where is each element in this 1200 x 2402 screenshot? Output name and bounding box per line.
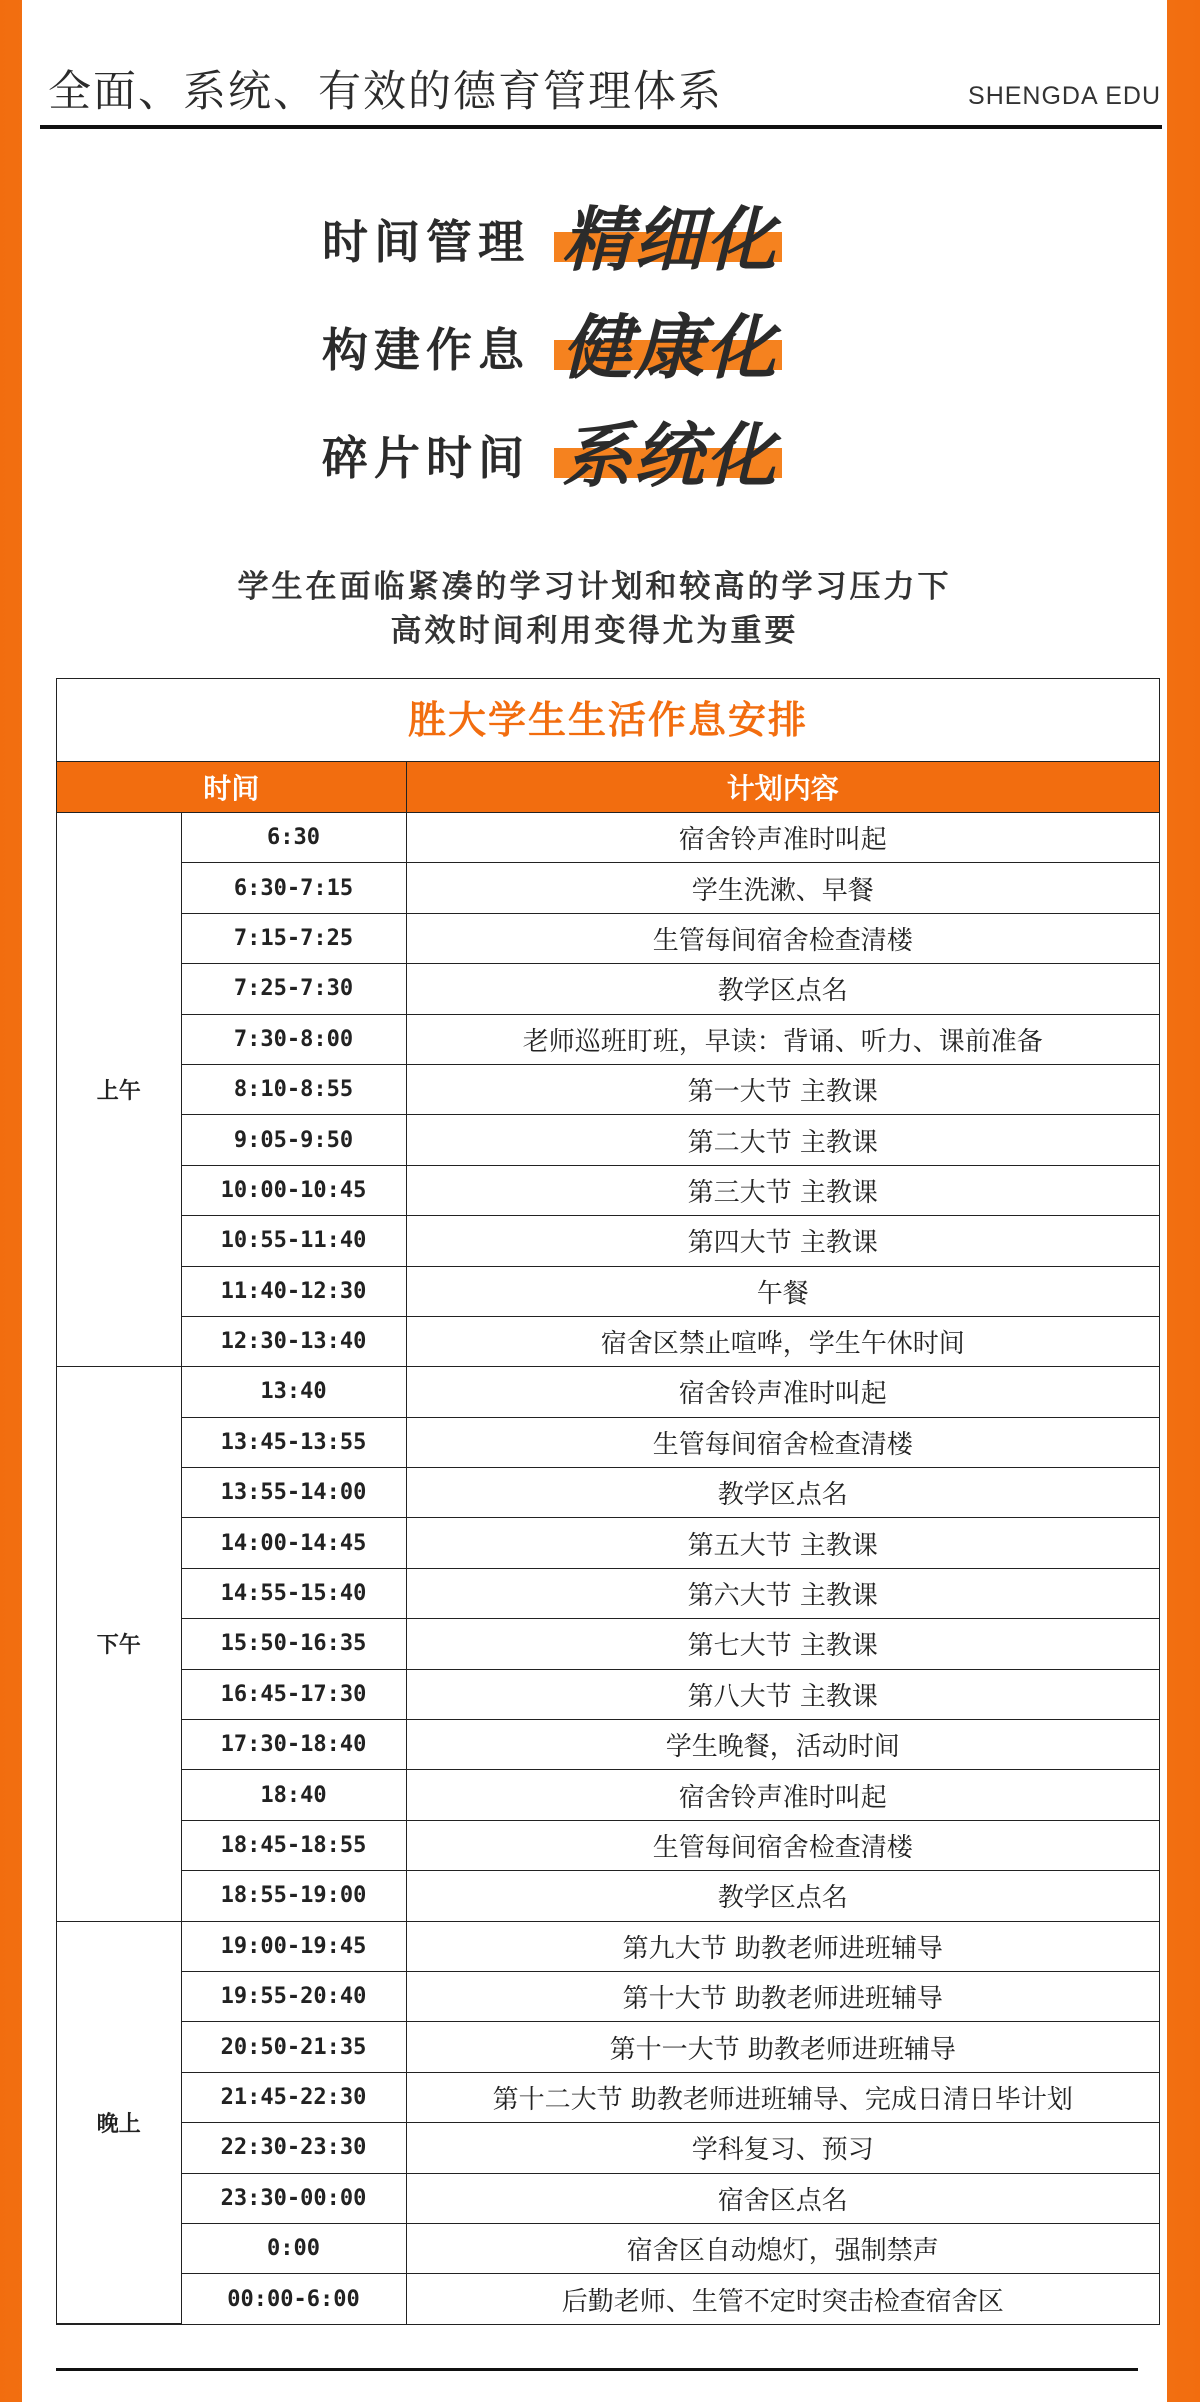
- table-header-row: [57, 762, 1159, 813]
- time-cell: 18:45-18:55: [181, 1820, 406, 1870]
- time-cell: 16:45-17:30: [181, 1669, 406, 1719]
- brand-label: SHENGDA EDU: [968, 82, 1161, 110]
- content-cell: 学生洗漱、早餐: [406, 863, 1159, 913]
- slogan-label: 构建作息: [322, 323, 530, 377]
- content-cell: 第三大节 主教课: [406, 1165, 1159, 1215]
- slogan-label: 碎片时间: [322, 431, 530, 485]
- table-row: [57, 1568, 1159, 1618]
- time-cell: 12:30-13:40: [181, 1316, 406, 1366]
- schedule-table: [56, 678, 1160, 2325]
- schedule-title: 胜大学生生活作息安排: [57, 679, 1159, 762]
- content-cell: 老师巡班盯班，早读：背诵、听力、课前准备: [406, 1014, 1159, 1064]
- time-cell: 7:25-7:30: [181, 964, 406, 1014]
- time-cell: 13:55-14:00: [181, 1468, 406, 1518]
- period-cell: 下午: [57, 1367, 181, 1921]
- time-cell: 7:30-8:00: [181, 1014, 406, 1064]
- table-row: [57, 1669, 1159, 1719]
- table-row: [57, 1417, 1159, 1467]
- table-row: [57, 2173, 1159, 2223]
- page-title: 全面、系统、有效的德育管理体系: [48, 67, 723, 117]
- time-cell: 18:55-19:00: [181, 1871, 406, 1921]
- slogan-label: 时间管理: [322, 215, 530, 269]
- table-row: [57, 1115, 1159, 1165]
- table-row: [57, 964, 1159, 1014]
- content-cell: 第七大节 主教课: [406, 1619, 1159, 1669]
- time-cell: 20:50-21:35: [181, 2022, 406, 2072]
- time-cell: 8:10-8:55: [181, 1064, 406, 1114]
- slogan-row: [322, 288, 882, 396]
- table-row: [57, 1266, 1159, 1316]
- subtitle-line-2: 高效时间利用变得尤为重要: [390, 613, 799, 649]
- time-cell: 14:00-14:45: [181, 1518, 406, 1568]
- slogan-row: [322, 396, 882, 504]
- time-cell: 17:30-18:40: [181, 1720, 406, 1770]
- content-cell: 生管每间宿舍检查清楼: [406, 913, 1159, 963]
- slogan-value: 系统化: [562, 415, 778, 497]
- table-row: [57, 1518, 1159, 1568]
- content-panel: [22, 0, 1167, 2402]
- time-cell: 22:30-23:30: [181, 2123, 406, 2173]
- column-header-content: 计划内容: [406, 762, 1159, 813]
- bottom-divider: [56, 2368, 1138, 2371]
- time-cell: 6:30: [181, 813, 406, 863]
- content-cell: 第二大节 主教课: [406, 1115, 1159, 1165]
- content-cell: 后勤老师、生管不定时突击检查宿舍区: [406, 2274, 1159, 2324]
- table-row: [57, 1820, 1159, 1870]
- table-row: [57, 2072, 1159, 2122]
- time-cell: 6:30-7:15: [181, 863, 406, 913]
- subtitle-line-1: 学生在面临紧凑的学习计划和较高的学习压力下: [237, 569, 952, 605]
- table-row: [57, 1165, 1159, 1215]
- slogan-list: [322, 180, 882, 504]
- time-cell: 11:40-12:30: [181, 1266, 406, 1316]
- content-cell: 第九大节 助教老师进班辅导: [406, 1921, 1159, 1971]
- table-row: [57, 1014, 1159, 1064]
- subtitle: [22, 565, 1167, 653]
- content-cell: 教学区点名: [406, 1468, 1159, 1518]
- content-cell: 教学区点名: [406, 964, 1159, 1014]
- time-cell: 14:55-15:40: [181, 1568, 406, 1618]
- slogan-row: [322, 180, 882, 288]
- content-cell: 第四大节 主教课: [406, 1216, 1159, 1266]
- content-cell: 宿舍区点名: [406, 2173, 1159, 2223]
- content-cell: 生管每间宿舍检查清楼: [406, 1417, 1159, 1467]
- content-cell: 第五大节 主教课: [406, 1518, 1159, 1568]
- table-row: [57, 2274, 1159, 2324]
- content-cell: 宿舍区禁止喧哗，学生午休时间: [406, 1316, 1159, 1366]
- time-cell: 00:00-6:00: [181, 2274, 406, 2324]
- table-row: [57, 1468, 1159, 1518]
- time-cell: 13:45-13:55: [181, 1417, 406, 1467]
- content-cell: 学生晚餐，活动时间: [406, 1720, 1159, 1770]
- content-cell: 第八大节 主教课: [406, 1669, 1159, 1719]
- time-cell: 9:05-9:50: [181, 1115, 406, 1165]
- time-cell: 10:00-10:45: [181, 1165, 406, 1215]
- content-cell: 第一大节 主教课: [406, 1064, 1159, 1114]
- content-cell: 宿舍区自动熄灯，强制禁声: [406, 2223, 1159, 2273]
- time-cell: 18:40: [181, 1770, 406, 1820]
- content-cell: 宿舍铃声准时叫起: [406, 1367, 1159, 1417]
- table-row: [57, 1064, 1159, 1114]
- slogan-value: 健康化: [562, 307, 778, 389]
- table-row: [57, 1871, 1159, 1921]
- table-row: [57, 813, 1159, 863]
- table-row: [57, 2123, 1159, 2173]
- table-row: [57, 2022, 1159, 2072]
- content-cell: 第十大节 助教老师进班辅导: [406, 1971, 1159, 2021]
- header-divider: [40, 125, 1162, 129]
- period-cell: 上午: [57, 813, 181, 1367]
- content-cell: 午餐: [406, 1266, 1159, 1316]
- table-row: [57, 1971, 1159, 2021]
- content-cell: 学科复习、预习: [406, 2123, 1159, 2173]
- content-cell: 宿舍铃声准时叫起: [406, 1770, 1159, 1820]
- time-cell: 13:40: [181, 1367, 406, 1417]
- table-row: [57, 1770, 1159, 1820]
- schedule-body: [57, 813, 1159, 2324]
- table-row: [57, 1720, 1159, 1770]
- content-cell: 第十一大节 助教老师进班辅导: [406, 2022, 1159, 2072]
- time-cell: 19:00-19:45: [181, 1921, 406, 1971]
- content-cell: 第十二大节 助教老师进班辅导、完成日清日毕计划: [406, 2072, 1159, 2122]
- content-cell: 生管每间宿舍检查清楼: [406, 1820, 1159, 1870]
- time-cell: 19:55-20:40: [181, 1971, 406, 2021]
- content-cell: 第六大节 主教课: [406, 1568, 1159, 1618]
- table-row: [57, 1921, 1159, 1971]
- time-cell: 15:50-16:35: [181, 1619, 406, 1669]
- content-cell: 宿舍铃声准时叫起: [406, 813, 1159, 863]
- table-row: [57, 1619, 1159, 1669]
- table-row: [57, 1316, 1159, 1366]
- column-header-time: 时间: [57, 762, 406, 813]
- time-cell: 23:30-00:00: [181, 2173, 406, 2223]
- slogan-value: 精细化: [562, 199, 778, 281]
- table-row: [57, 2223, 1159, 2273]
- time-cell: 10:55-11:40: [181, 1216, 406, 1266]
- table-row: [57, 1216, 1159, 1266]
- schedule-grid: [57, 762, 1159, 2324]
- content-cell: 教学区点名: [406, 1871, 1159, 1921]
- table-row: [57, 1367, 1159, 1417]
- table-row: [57, 863, 1159, 913]
- table-row: [57, 913, 1159, 963]
- time-cell: 0:00: [181, 2223, 406, 2273]
- time-cell: 7:15-7:25: [181, 913, 406, 963]
- period-cell: 晚上: [57, 1921, 181, 2324]
- time-cell: 21:45-22:30: [181, 2072, 406, 2122]
